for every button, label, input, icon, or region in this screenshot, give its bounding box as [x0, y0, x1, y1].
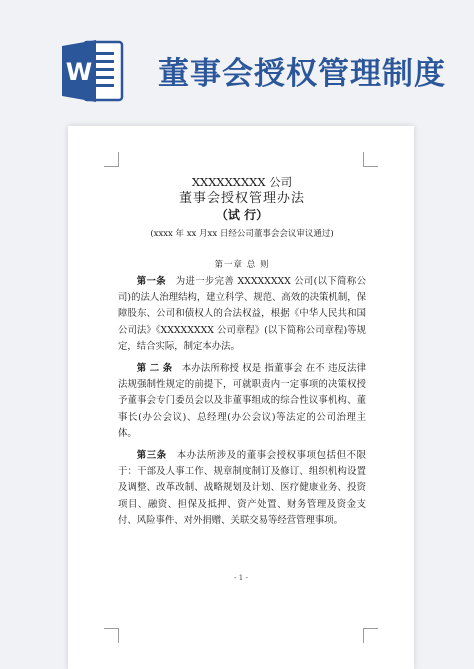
chapter-heading: 第一章 总 则	[214, 260, 270, 270]
article-text: 为进一步完善 XXXXXXXX 公司(以下简称公司)的法人治理结构，建立科学、规范、高效的决策机制，保障股东、公司和债权人的合法权益，根据《中华人民共和国公司法》《XXXXXXXX 公司章程》(以下简称公司章程)等规定，结合实际，制定本办法。	[118, 276, 366, 352]
page-number: - 1 -	[234, 574, 248, 582]
trial-label: （试 行）	[215, 208, 269, 222]
word-document-icon	[62, 38, 124, 104]
article-label: 第三条	[136, 450, 167, 462]
company-name: XXXXXXXXX 公司	[191, 175, 293, 189]
banner-title: 董事会授权管理制度	[158, 56, 446, 92]
article-label: 第 二 条	[136, 363, 173, 375]
article-text: 本办法所涉及的董事会授权事项包括但不限于：干部及人事工作、规章制度制订及修订、组织机构设置及调整、改革改制、战略规划及计划、医疗健康业务、投资项目、融资、担保及抵押、资产处置、财务管理及资金支付、风险事件、对外捐赠、关联交易等经营管理事项。	[118, 450, 366, 526]
page-corner-mark	[363, 152, 378, 167]
article-text: 本办法所称授 权是 指董事会 在不 违反法律法规强制性规定的前提下，可就职责内一定事项的决策权授予董事会专门委员会以及非董事组成的综合性议事机构、董事长(办公会议)、总经理(办公会议)等法定的公司治理主体。	[118, 363, 366, 439]
document-body	[118, 174, 366, 535]
page-corner-mark	[363, 628, 378, 643]
banner	[0, 0, 474, 118]
article-paragraph	[118, 361, 366, 442]
document-title: 董事会授权管理办法	[178, 191, 305, 206]
approval-note: (xxxx 年 xx 月xx 日经公司董事会会议审议通过)	[150, 229, 334, 239]
document-page	[68, 126, 414, 669]
article-paragraph	[118, 274, 366, 355]
page-corner-mark	[104, 628, 119, 643]
page-corner-mark	[104, 152, 119, 167]
article-paragraph	[118, 448, 366, 529]
word-icon-letter: W	[65, 58, 93, 86]
article-label: 第一条	[136, 276, 166, 287]
